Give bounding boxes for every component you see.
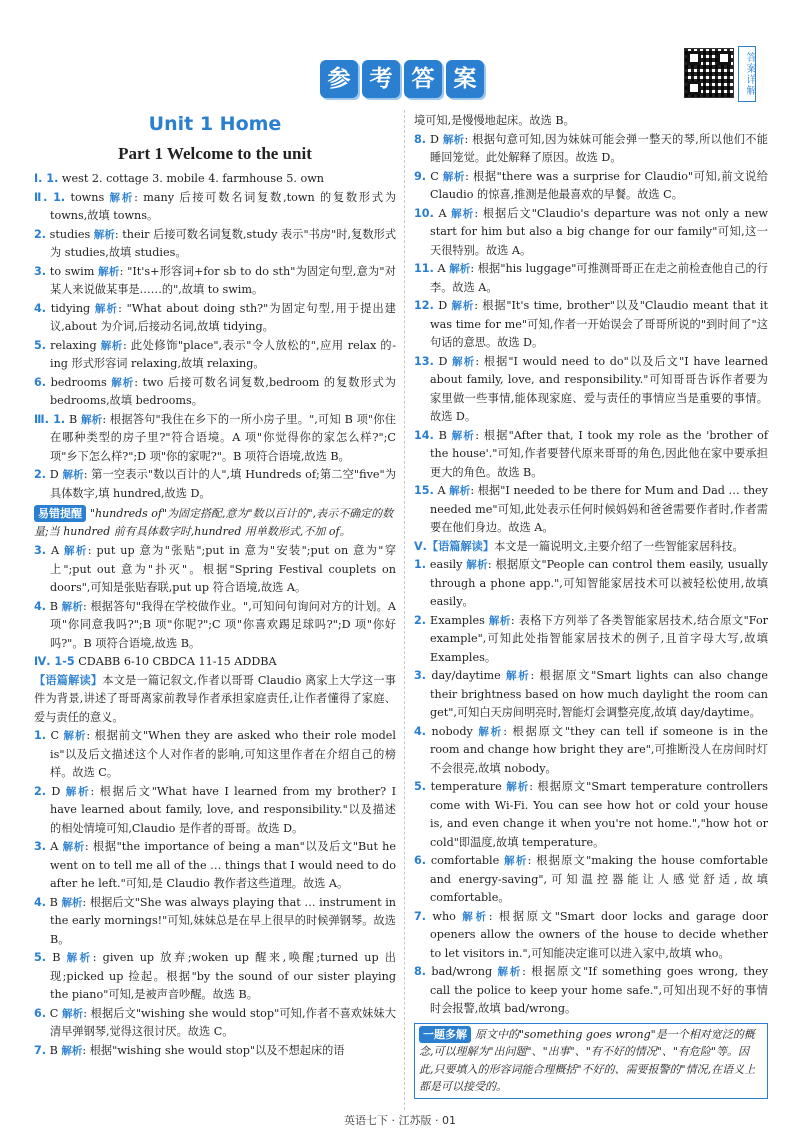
answer-item (34, 374, 396, 411)
answer-number: 5. (34, 951, 47, 964)
answer-explanation: : 根据"his luggage"可推测哥哥正在走之前检查他自己的行李。故选 A。 (430, 262, 768, 294)
answer-item (34, 263, 396, 300)
analysis-keyword: 解析 (506, 670, 531, 682)
answer-text: B (46, 1043, 62, 1057)
answer-explanation: : two 后接可数名词复数,bedroom 的复数形式为 bedrooms,故填 bedrooms。 (50, 375, 396, 407)
answer-item (414, 556, 768, 612)
answer-text: B (46, 895, 62, 909)
answer-explanation: : put up 意为"张贴";put in 意为"安装";put on 意为"穿上";put out 意为"扑灭"。根据"Spring Festival couplets on doors",可知是张贴春联,put up 符合语境,故选 A。 (50, 544, 397, 594)
answer-text: D (46, 784, 66, 798)
answer-text: Examples (426, 613, 489, 627)
answer-text: B (46, 951, 67, 964)
answer-number: 6. (414, 854, 427, 867)
answer-explanation: : 根据原文"they can tell if someone is in the room and change how bright they are",可推断没人在房间时灯不会很亮,故填 nobody。 (430, 724, 769, 775)
analysis-keyword: 解析 (93, 228, 115, 241)
answer-title (320, 60, 484, 98)
answer-number: 3. (34, 840, 47, 853)
column-divider (404, 110, 405, 1110)
answer-item (34, 894, 396, 950)
answer-number: 6. (34, 1006, 47, 1020)
answer-explanation: : 根据句意可知,因为妹妹可能会弹一整天的琴,所以他们不能睡回笼觉。此处解释了原因。故选 D。 (430, 132, 768, 164)
answer-number: 3. (34, 544, 47, 557)
answer-item (34, 727, 396, 783)
analysis-keyword: 解析 (462, 910, 489, 923)
analysis-keyword: 解析 (466, 559, 488, 571)
error-tip (34, 505, 396, 540)
answer-item (414, 667, 768, 723)
analysis-keyword: 解析 (449, 263, 471, 275)
answer-text: B (65, 412, 81, 426)
answer-item (414, 852, 768, 908)
title-char: 案 (446, 60, 484, 98)
answer-item (34, 598, 396, 654)
answer-item (414, 427, 768, 483)
answer-text: D (433, 299, 452, 312)
answer-explanation: : 根据原文"Smart door locks and garage door openers allow the owners of the house to decide whether to let visitors in.",可知能决定谁可以进入家中,故填 who。 (430, 909, 768, 960)
answer-text: C (46, 1006, 62, 1020)
answer-item (34, 1005, 396, 1042)
answer-text: D (433, 354, 453, 368)
answer-item (34, 542, 396, 598)
section-label: 【语篇解读】 (34, 673, 103, 687)
analysis-keyword: 解析 (451, 300, 475, 312)
analysis-keyword: 解析 (98, 265, 120, 278)
answer-text: A (46, 840, 63, 853)
answer-number: 5. (34, 338, 47, 352)
answer-item (414, 723, 768, 779)
answer-item (414, 353, 768, 427)
answer-number: Ⅲ. 1. (34, 412, 66, 426)
analysis-keyword: 解析 (61, 1007, 84, 1020)
error-tip-text: "hundreds of"为固定搭配,意为"数以百计的",表示不确定的数量;当 hundred 前有具体数字时,hundred 用单数形式,不加 of。 (34, 507, 394, 538)
answer-number: 14. (414, 428, 434, 442)
multi-solution-note (414, 1023, 768, 1099)
section-label: 【语篇解读】 (426, 539, 495, 553)
part-title: Part 1 Welcome to the unit (118, 144, 312, 163)
answer-item (34, 672, 396, 728)
answer-number: 4. (34, 895, 47, 909)
answer-text: A (46, 544, 64, 557)
answer-number: 2. (414, 613, 427, 627)
title-char: 答 (404, 60, 442, 98)
answer-number: 2. (34, 468, 47, 481)
answer-text: A (433, 262, 450, 275)
analysis-keyword: 解析 (478, 725, 504, 738)
answer-explanation: : 根据答句"我得在学校做作业。",可知问句询问对方的计划。A 项"你同意我吗?";B 项"你呢?";C 项"你喜欢踢足球吗?";D 项"你好吗?"。B 项符合语境,故选 B。 (50, 599, 396, 650)
answer-number: 3. (414, 669, 427, 682)
title-char: 考 (362, 60, 400, 98)
answer-item (414, 168, 768, 205)
multi-solution-label: 一题多解 (419, 1026, 471, 1043)
answer-explanation: : 根据后文"Claudio's departure was not only a new start for him but also a big change for our family"可知,这一天很特别。故选 A。 (430, 206, 768, 257)
answer-number: 5. (414, 780, 427, 793)
title-char: 参 (320, 60, 358, 98)
answer-explanation: : 根据后文"She was always playing that … instrument in the early mornings!"可知,妹妹总是在早上很早的时候弹钢琴。故选 B。 (50, 895, 396, 946)
analysis-keyword: 解析 (504, 855, 528, 867)
answer-explanation: 本文是一篇记叙文,作者以哥哥 Claudio 离家上大学这一事件为背景,讲述了哥哥离家前教导作者承担家庭责任,让作者懂得了家庭、爱与责任的意义。 (34, 673, 396, 724)
answer-number: 7. (414, 909, 427, 923)
answer-explanation: : "What about doing sth?"为固定句型,用于提出建议,about 为介词,后接动名词,故填 tidying。 (50, 301, 396, 333)
analysis-keyword: 解析 (62, 469, 84, 481)
answer-text: C (46, 729, 64, 742)
answer-text: easily (426, 558, 467, 571)
analysis-keyword: 解析 (94, 302, 119, 315)
answer-explanation: : 根据原文"making the house comfortable and energy-saving",可知温控器能让人感觉舒适,故填 comfortable。 (430, 854, 768, 904)
answer-explanation: : 根据答句"我住在乡下的一所小房子里。",可知 B 项"你住在哪种类型的房子里?"符合语境。A 项"你觉得你的家怎么样?";C 项"乡下怎么样?";D 项"你的家呢?"。B 项符合语境,故选 B。 (50, 412, 396, 463)
answer-item (34, 653, 396, 672)
answer-item (34, 783, 396, 839)
answer-item (34, 189, 396, 226)
answer-text: A (433, 206, 452, 220)
answer-item (34, 170, 396, 189)
answer-item (414, 538, 768, 557)
answer-number: Ⅰ. 1. (34, 172, 59, 185)
left-answer-list-2 (34, 542, 396, 1060)
analysis-keyword: 解析 (65, 785, 91, 798)
answer-item (414, 297, 768, 353)
answer-explanation: : 根据后文"What have I learned from my brother? I have learned about family, love, and responsibility."以及描述的相处情境可知,Claudio 是作者的哥哥。故选 D。 (50, 784, 396, 835)
answer-explanation: : 根据"After that, I took my role as the 'brother of the house'."可知,作者要替代原来哥哥的角色,因此他在家中要承担更大的角色。故选 B。 (430, 428, 768, 479)
answer-text: studies (46, 227, 94, 241)
answer-text: B (433, 428, 452, 442)
answer-text: nobody (426, 724, 479, 738)
answer-text: C (426, 169, 443, 183)
answer-text: temperature (426, 780, 507, 793)
analysis-keyword: 解析 (449, 485, 471, 497)
answer-explanation: : 根据"wishing she would stop"以及不想起床的语 (82, 1043, 345, 1057)
answer-number: 4. (34, 301, 47, 315)
answer-text: D (46, 468, 63, 481)
multi-solution-text: 原文中的"something goes wrong"是一个相对宽泛的概念,可以理解为"出问题"、"出事"、"有不好的情况"、"有危险"等。因此,只要填入的形容词能合理概括"不好的、需要报警的"情况,在语义上都是可以接受的。 (419, 1027, 756, 1093)
answer-item (34, 1042, 396, 1061)
answer-number: 15. (414, 484, 434, 497)
answer-explanation: : many 后接可数名词复数,town 的复数形式为 towns,故填 towns。 (50, 190, 397, 222)
answer-explanation: : 根据"there was a surprise for Claudio"可知,前文说给 Claudio 的惊喜,推测是他最喜欢的早餐。故选 C。 (430, 169, 768, 201)
answer-text: bedrooms (46, 375, 112, 389)
answer-item (34, 949, 396, 1005)
analysis-keyword: 解析 (64, 545, 88, 557)
answer-item (414, 131, 768, 168)
answer-item (34, 466, 396, 503)
qr-label: 答案详解 (738, 46, 756, 102)
answer-item (414, 205, 768, 261)
answer-number: Ⅱ. 1. (34, 190, 66, 204)
answer-number: 8. (414, 965, 427, 978)
analysis-keyword: 解析 (61, 600, 83, 613)
analysis-keyword: 解析 (506, 781, 530, 793)
answer-item (34, 838, 396, 894)
answer-number: 1. (414, 558, 427, 571)
answer-explanation: : 根据前文"When they are asked who their role model is"以及后文描述这个人对作者的影响,可知这里作者在介绍自己的榜样。故选 C。 (50, 729, 396, 779)
answer-number: 13. (414, 354, 434, 368)
answer-explanation: : 根据原文"Smart temperature controllers come with Wi-Fi. You can see how hot or cold your house is, and even change it when you're not home.","how hot or cold"即温度,故填 temperature。 (430, 780, 769, 849)
answer-number: Ⅴ. (414, 539, 427, 553)
answer-text: to swim (46, 264, 99, 278)
analysis-keyword: 解析 (62, 841, 85, 853)
answer-item (414, 778, 768, 852)
answer-explanation: : "It's+形容词+for sb to do sth"为固定句型,意为"对某人来说做某事是……的",故填 to swim。 (50, 264, 396, 296)
answer-explanation: : 根据原文"If something goes wrong, they call the police to keep your home safe.",可知出现不好的事情时会报警,故填 bad/wrong。 (430, 965, 769, 1015)
answer-text: west 2. cottage 3. mobile 4. farmhouse 5. own (58, 172, 324, 185)
answer-number: 2. (34, 784, 47, 798)
answer-text: towns (65, 190, 110, 204)
left-answer-list (34, 170, 396, 503)
analysis-keyword: 解析 (442, 133, 465, 146)
answer-number: 10. (414, 206, 434, 220)
answer-explanation: : given up 放弃;woken up 醒来,唤醒;turned up 出现;picked up 捡起。根据"by the sound of our sister playing the piano"可知,是被声音吵醒。故选 B。 (50, 951, 396, 1001)
answer-explanation: : 根据后文"wishing she would stop"可知,作者不喜欢妹妹大清早弹钢琴,觉得这很讨厌。故选 C。 (50, 1006, 396, 1038)
answer-explanation: : 根据"the importance of being a man"以及后文"But he went on to tell me all of the … things that I would need to do after he left."可知,是 Claudio 教作者这些道理。故选 A。 (50, 840, 396, 890)
answer-item (414, 482, 768, 538)
analysis-keyword: 解析 (451, 207, 475, 220)
answer-text: D (426, 132, 443, 146)
answer-explanation: : 此处修饰"place",表示"令人放松的",应用 relax 的-ing 形式形容词 relaxing,故填 relaxing。 (50, 338, 396, 370)
answer-number: 4. (414, 724, 427, 738)
answer-text: comfortable (426, 854, 505, 867)
error-tip-label: 易错提醒 (34, 505, 86, 522)
answer-number: Ⅳ. 1-5 (34, 655, 75, 668)
analysis-keyword: 解析 (80, 413, 103, 426)
analysis-keyword: 解析 (66, 952, 93, 964)
answer-item (414, 963, 768, 1019)
answer-number: 1. (34, 729, 47, 742)
answer-number: 6. (34, 375, 47, 389)
analysis-keyword: 解析 (452, 355, 476, 368)
answer-explanation: : 根据原文"People can control them easily, usually through a phone app.",可知智能家居技术可以被轻松使用,故填 easily。 (430, 558, 768, 608)
answer-explanation: : 根据原文"Smart lights can also change their brightness based on how much daylight the room can get",可知白天房间明亮时,智能灯会调整亮度,故填 day/daytime。 (430, 669, 768, 719)
answer-explanation: : 表格下方列举了各类智能家居技术,结合原文"For example",可知此处指智能家居技术的例子,且首字母大写,故填 Examples。 (430, 613, 769, 664)
answer-item (34, 411, 396, 467)
answer-explanation: : 第一空表示"数以百计的人",填 Hundreds of;第二空"five"为具体数字,填 hundred,故选 D。 (50, 468, 397, 500)
answer-item (414, 908, 768, 964)
analysis-keyword: 解析 (111, 376, 135, 389)
analysis-keyword: 解析 (109, 191, 135, 204)
answer-text: 境可知,是慢慢地起床。故选 B。 (414, 114, 575, 127)
answer-text: who (426, 909, 463, 923)
analysis-keyword: 解析 (63, 730, 87, 742)
answer-number: 4. (34, 599, 47, 613)
page-footer: 英语七下 · 江苏版 · 01 (344, 1114, 456, 1127)
analysis-keyword: 解析 (100, 339, 123, 352)
right-answer-list (414, 112, 768, 1019)
answer-number: 9. (414, 169, 427, 183)
answer-explanation: : 根据"It's time, brother"以及"Claudio meant that it was time for me"可知,作者一开始误会了哥哥所说的"到时间了"这句话的意思。故选 D。 (430, 299, 768, 349)
answer-text: tidying (46, 301, 95, 315)
answer-explanation: : their 后接可数名词复数,study 表示"书房"时,复数形式为 studies,故填 studies。 (50, 227, 397, 259)
left-column (34, 110, 396, 1060)
answer-text: CDABB 6-10 CBDCA 11-15 ADDBA (74, 655, 277, 668)
analysis-keyword: 解析 (61, 1044, 83, 1057)
analysis-keyword: 解析 (61, 896, 83, 909)
qr-code-icon[interactable] (684, 48, 734, 98)
analysis-keyword: 解析 (497, 966, 523, 978)
answer-text: bad/wrong (426, 965, 498, 978)
answer-number: 7. (34, 1043, 47, 1057)
answer-number: 2. (34, 227, 47, 241)
unit-title: Unit 1 Home (148, 113, 282, 135)
analysis-keyword: 解析 (451, 429, 476, 442)
answer-text: day/daytime (426, 669, 506, 682)
answer-item (414, 260, 768, 297)
answer-explanation: 本文是一篇说明文,主要介绍了一些智能家居科技。 (494, 539, 744, 553)
page-header (0, 52, 800, 102)
answer-explanation: : 根据"I would need to do"以及后文"I have learned about family, love, and responsibility."可知哥哥告诉作者要为家里做一些事情,能体现家庭、爱与责任的事情应当是重要的事情。故选 D。 (430, 354, 769, 423)
answer-text: A (433, 484, 450, 497)
answer-item (414, 112, 768, 131)
answer-text: relaxing (46, 338, 101, 352)
answer-number: 11. (414, 262, 434, 275)
answer-item (414, 612, 768, 668)
answer-item (34, 337, 396, 374)
answer-explanation: : 根据"I needed to be there for Mum and Dad … they needed me"可知,此处表示任何时候妈妈和爸爸需要作者时,作者需要在他们身边。故选 A。 (430, 484, 768, 534)
right-column (414, 112, 768, 1099)
answer-number: 12. (414, 299, 434, 312)
answer-item (34, 226, 396, 263)
analysis-keyword: 解析 (488, 614, 511, 627)
answer-number: 8. (414, 132, 427, 146)
answer-item (34, 300, 396, 337)
answer-text: B (46, 599, 62, 613)
analysis-keyword: 解析 (442, 170, 466, 183)
answer-number: 3. (34, 264, 47, 278)
